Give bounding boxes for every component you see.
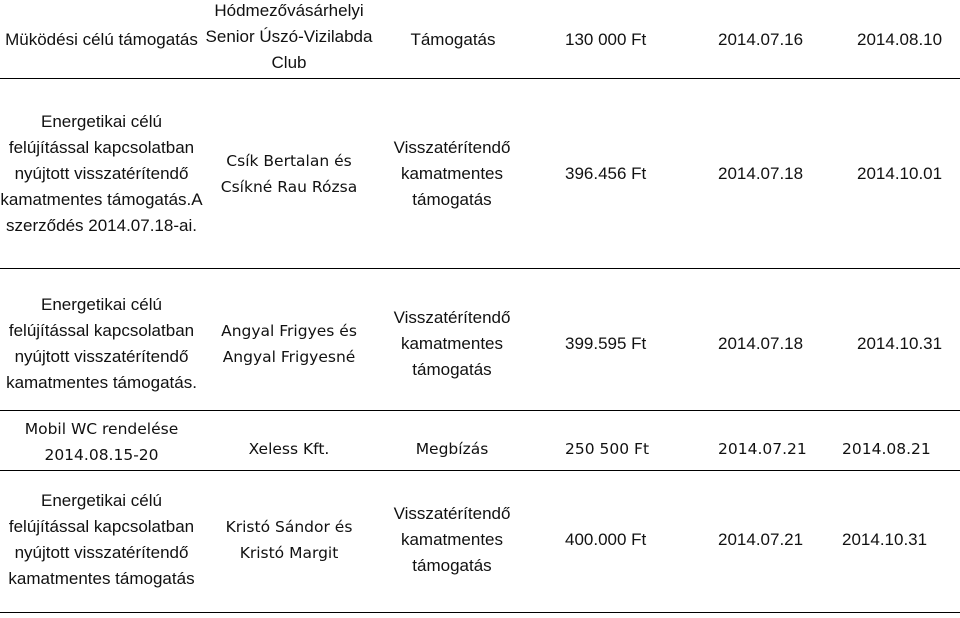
row-divider	[0, 410, 960, 411]
start-date-cell: 2014.07.18	[718, 164, 804, 183]
row-divider	[0, 612, 960, 613]
amount-cell: 250 500 Ft	[565, 440, 650, 458]
partner-cell: Angyal Frigyes és Angyal Frigyesné	[221, 322, 357, 366]
end-date-cell: 2014.10.31	[842, 530, 928, 549]
partner-cell: Kristó Sándor és Kristó Margit	[225, 518, 353, 562]
type-cell: Visszatérítendő kamatmentes támogatás	[393, 138, 511, 209]
row-divider	[0, 470, 960, 471]
end-date-cell: 2014.08.21	[842, 440, 931, 458]
table-row	[0, 96, 960, 252]
start-date-cell: 2014.07.21	[718, 530, 804, 549]
start-date-cell: 2014.07.21	[718, 440, 807, 458]
type-cell: Visszatérítendő kamatmentes támogatás	[393, 308, 511, 379]
type-cell: Visszatérítendő kamatmentes támogatás	[393, 504, 511, 575]
partner-cell: Hódmezővásárhelyi Senior Úszó-Vizilabda Club	[205, 1, 373, 72]
type-cell: Megbízás	[415, 440, 489, 458]
purpose-cell: Müködési célú támogatás	[5, 30, 198, 49]
purpose-cell: Mobil WC rendelése 2014.08.15-20	[24, 420, 179, 464]
purpose-cell: Energetikai célú felújítással kapcsolatban nyújtott visszatérítendő kamatmentes támogatás.A szerződés 2014.07.18-ai.	[0, 112, 203, 235]
partner-cell: Xeless Kft.	[248, 440, 330, 458]
row-divider	[0, 268, 960, 269]
table-row	[0, 416, 960, 468]
type-cell: Támogatás	[410, 30, 496, 49]
table-row	[0, 488, 960, 592]
end-date-cell: 2014.10.01	[857, 164, 943, 183]
end-date-cell: 2014.10.31	[857, 334, 943, 353]
amount-cell: 400.000 Ft	[565, 530, 647, 549]
partner-cell: Csík Bertalan és Csíkné Rau Rózsa	[220, 152, 358, 196]
end-date-cell: 2014.08.10	[857, 30, 943, 49]
row-divider	[0, 78, 960, 79]
table-row	[0, 0, 960, 74]
start-date-cell: 2014.07.18	[718, 334, 804, 353]
amount-cell: 399.595 Ft	[565, 334, 647, 353]
amount-cell: 130 000 Ft	[565, 30, 647, 49]
amount-cell: 396.456 Ft	[565, 164, 647, 183]
table-row	[0, 292, 960, 396]
purpose-cell: Energetikai célú felújítással kapcsolatban nyújtott visszatérítendő kamatmentes támogatás	[8, 491, 195, 588]
start-date-cell: 2014.07.16	[718, 30, 804, 49]
purpose-cell: Energetikai célú felújítással kapcsolatban nyújtott visszatérítendő kamatmentes támogatás.	[6, 295, 197, 392]
